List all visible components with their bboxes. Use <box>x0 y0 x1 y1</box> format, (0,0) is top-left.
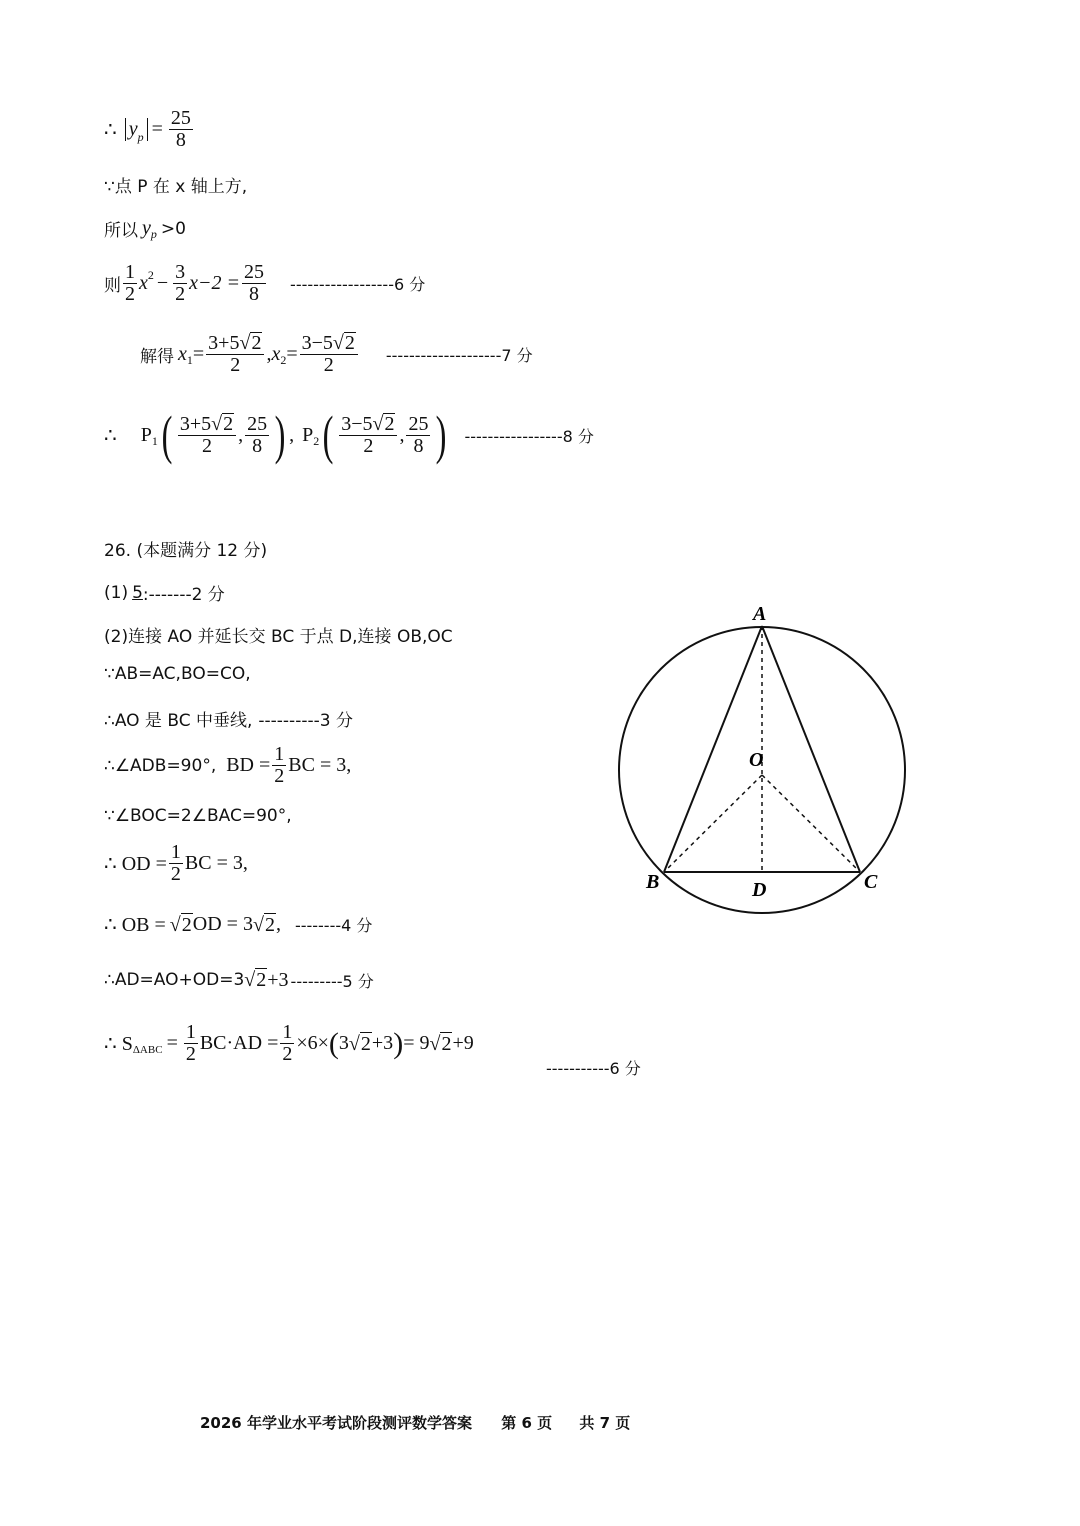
num: 25 <box>244 261 265 283</box>
den: 2 <box>201 435 212 457</box>
therefore-symbol: ∴ <box>104 424 117 447</box>
text: 26. (本题满分 12 分) <box>104 541 268 561</box>
rad: 2 <box>360 1032 371 1055</box>
sub-abc: ΔABC <box>132 1043 163 1056</box>
text: ∵点 P 在 x 轴上方, <box>104 177 248 197</box>
prefix: ∴ OD = <box>104 853 167 875</box>
sub-2: 2 <box>280 352 287 367</box>
eq: = <box>192 342 205 365</box>
var-y: y <box>142 217 151 239</box>
rad: 2 <box>223 413 234 435</box>
so-yp-positive <box>104 216 186 241</box>
segment-ac <box>762 626 860 872</box>
text: ∴AO 是 BC 中垂线, <box>104 711 253 731</box>
adb-line <box>104 744 351 787</box>
sup-2: 2 <box>147 268 154 282</box>
mid2: ×6× <box>296 1032 329 1054</box>
var-x1: x <box>178 342 187 365</box>
sqrt: √ 2 <box>252 913 275 936</box>
comma: , <box>238 423 244 446</box>
frac-p2-x <box>339 413 397 457</box>
p1: P <box>140 423 152 446</box>
sub-1: 1 <box>186 352 193 367</box>
den: 2 <box>175 283 186 305</box>
text: ∵∠BOC=2∠BAC=90°, <box>104 806 292 826</box>
bd: BD = <box>226 754 271 776</box>
equation-line <box>104 262 425 305</box>
rest: :-------2 分 <box>142 585 225 605</box>
den: 8 <box>249 283 260 305</box>
inner-b: +3 <box>371 1032 394 1054</box>
suffix: BC = 3, <box>288 754 352 776</box>
frac-1-2 <box>169 842 183 885</box>
den: 8 <box>175 129 186 151</box>
text: (2)连接 AO 并延长交 BC 于点 D,连接 OB,OC <box>104 627 453 647</box>
right-paren: ) <box>436 405 447 465</box>
sqrt: √ 2 <box>332 332 355 354</box>
label: (1) <box>104 582 129 603</box>
num: 3 <box>175 261 186 283</box>
sqrt: √ 2 <box>169 913 192 936</box>
mid1: BC·AD = <box>199 1032 279 1054</box>
frac-x1 <box>206 332 264 376</box>
den: 2 <box>274 765 285 787</box>
score-3: ----------3 分 <box>258 711 353 731</box>
label-a: A <box>753 603 767 625</box>
equals: = <box>151 118 163 140</box>
frac-3-2 <box>173 262 187 305</box>
boc-line <box>104 806 292 826</box>
page-footer <box>200 1412 638 1433</box>
footer-total: 共 7 页 <box>579 1414 631 1432</box>
q26-part2 <box>104 622 453 647</box>
num: 25 <box>170 107 191 129</box>
eq: = <box>286 342 298 365</box>
frac-p2-y <box>406 414 430 457</box>
frac-x2 <box>300 332 358 376</box>
sub-1: 1 <box>151 433 158 448</box>
eq2: = 9 <box>403 1032 430 1054</box>
tail: +9 <box>452 1032 474 1054</box>
sqrt: √ 2 <box>239 332 262 354</box>
prefix: ∴∠ADB=90°, <box>104 755 217 776</box>
den: 2 <box>323 354 334 376</box>
geometry-figure <box>608 598 918 918</box>
score-5: ---------5 分 <box>290 971 374 991</box>
den: 8 <box>413 434 424 457</box>
points-line: ∴ P 1 ( 3+5√ 2 2 , $\frac{25}{8}$ ) , P 2 ( 3−5√ 2 2 , $\frac{25}{8}$ ) -----------------8 分 <box>104 405 594 465</box>
yp-abs-result <box>104 108 195 151</box>
sqrt: √ 2 <box>372 413 395 435</box>
segment-ab <box>664 626 762 872</box>
comma: , <box>399 423 405 446</box>
score-6: ------------------6 分 <box>290 275 426 294</box>
den: 8 <box>252 434 263 457</box>
mid: OD = 3 <box>192 913 253 935</box>
den: 2 <box>230 354 241 376</box>
label-d: D <box>752 879 767 901</box>
ao-perpendicular <box>104 706 353 731</box>
sub-2: 2 <box>313 433 320 448</box>
suffix: >0 <box>160 218 186 239</box>
frac-1-2b <box>280 1022 294 1065</box>
den: 2 <box>282 1043 293 1065</box>
segment-oc <box>762 775 860 872</box>
label-c: C <box>864 871 878 893</box>
var-y: y <box>128 118 138 140</box>
num-a: 3−5 <box>341 413 373 435</box>
label-o: O <box>749 749 764 771</box>
abs-value <box>125 118 148 144</box>
minus: − <box>156 272 169 294</box>
text: ∵AB=AC,BO=CO, <box>104 664 251 684</box>
footer-title: 2026 年学业水平考试阶段测评数学答案 <box>200 1414 472 1432</box>
left-paren: ( <box>322 405 334 465</box>
sub-p: p <box>150 227 157 241</box>
suffix: , <box>275 913 281 935</box>
inner-a: 3 <box>338 1032 349 1054</box>
rad: 2 <box>264 913 275 936</box>
label-b: B <box>646 871 660 893</box>
prefix: 所以 <box>104 221 138 241</box>
frac-1-2 <box>272 744 286 787</box>
therefore-symbol: ∴ <box>104 119 117 141</box>
answer: 5 <box>132 582 143 603</box>
rad: 2 <box>344 332 355 354</box>
x-minus-2: x−2 = <box>189 272 241 294</box>
num: 1 <box>274 743 285 765</box>
q26-part1 <box>104 580 225 605</box>
sqrt: √ 2 <box>429 1032 452 1055</box>
sqrt: √ 2 <box>348 1032 371 1055</box>
rad: 2 <box>256 969 267 991</box>
footer-page: 第 6 页 <box>501 1414 553 1432</box>
label: 解得 <box>140 346 174 367</box>
num: 1 <box>282 1021 293 1043</box>
sqrt: √ 2 <box>244 969 267 991</box>
num: 25 <box>408 412 429 435</box>
because-p-above-axis <box>104 172 247 197</box>
num-a: 3+5 <box>179 413 212 435</box>
score-6: -----------6 分 <box>546 1059 641 1078</box>
ad-line <box>104 968 374 992</box>
area-score <box>546 1056 641 1079</box>
sqrt: √ 2 <box>211 413 234 435</box>
den: 2 <box>185 1043 196 1065</box>
rad: 2 <box>251 332 262 354</box>
num: 1 <box>170 841 181 863</box>
right-paren: ) <box>274 405 286 465</box>
num: 25 <box>247 412 268 435</box>
score-4: --------4 分 <box>294 916 373 935</box>
sub-p: p <box>137 130 144 144</box>
q26-title <box>104 536 267 561</box>
prefix: ∴ S <box>104 1033 133 1055</box>
num: 1 <box>125 261 135 283</box>
p2: P <box>302 423 314 446</box>
ob-line <box>104 912 372 937</box>
rad: 2 <box>384 413 395 435</box>
prefix: ∴AD=AO+OD=3 <box>104 970 245 990</box>
den: 2 <box>125 283 135 305</box>
frac-25-8 <box>242 262 266 305</box>
num-a: 3+5 <box>208 332 240 354</box>
left-paren: ( <box>161 405 173 465</box>
score-7: --------------------7 分 <box>385 345 533 365</box>
var-x2: x <box>271 342 281 365</box>
var-x: x <box>139 272 148 294</box>
den: 2 <box>170 863 181 885</box>
fraction-25-8 <box>169 108 193 151</box>
ze: 则 <box>104 276 121 296</box>
suffix: BC = 3, <box>184 852 248 874</box>
score-8: -----------------8 分 <box>464 426 594 446</box>
comma: , <box>266 342 272 365</box>
num: 1 <box>185 1021 196 1043</box>
suffix: +3 <box>267 968 289 991</box>
rad: 2 <box>441 1032 452 1055</box>
segment-ob <box>664 775 762 872</box>
area-line: ∴ S ΔABC = $\frac{1}{2}$ BC·AD = $\frac{1}{2}$ ×6× ( 3 √ 2 +3 ) = 9 √ 2 +9 <box>104 1021 474 1065</box>
od-line <box>104 842 248 885</box>
frac-1-2 <box>184 1022 198 1065</box>
eq: = <box>166 1032 178 1054</box>
den: 2 <box>363 435 374 457</box>
frac-p1-y <box>245 414 269 457</box>
solve-line <box>140 332 533 376</box>
prefix: ∴ OB = <box>104 914 166 936</box>
rad: 2 <box>181 913 192 936</box>
num-a: 3−5 <box>301 332 333 354</box>
frac-1-2 <box>123 262 137 305</box>
frac-p1-x <box>178 413 236 457</box>
cond-ab-ac <box>104 664 251 684</box>
